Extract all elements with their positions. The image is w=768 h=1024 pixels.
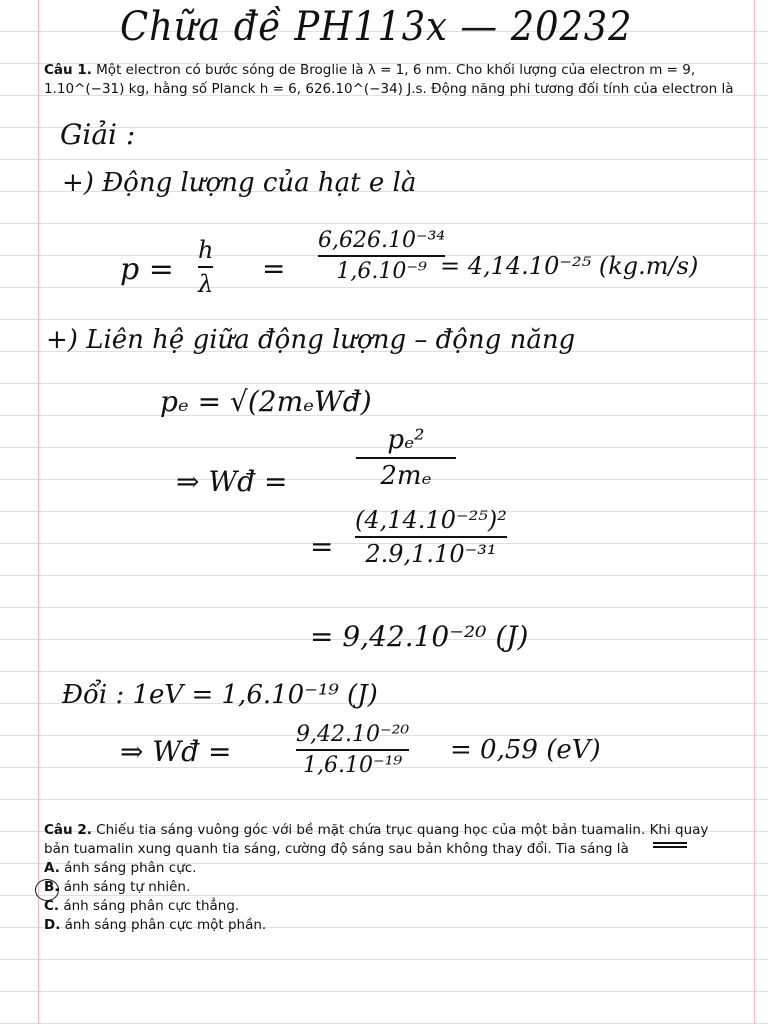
answer-circle-mark <box>35 879 59 901</box>
question-2-text: Chiếu tia sáng vuông góc với bề mặt chứa trục quang học của một bản tuamalin. Khi quay bản tuamalin xung quanh tia sáng, cường độ sáng sau bản không thay đổi. Tia sáng là <box>44 822 709 857</box>
option-b-text: ánh sáng tự nhiên. <box>63 879 191 895</box>
fraction-bar <box>318 255 445 257</box>
energy-lhs: ⇒ Wđ = <box>176 465 288 498</box>
option-d-text: ánh sáng phân cực một phần. <box>64 917 267 933</box>
underline-mark <box>653 846 687 848</box>
fraction-bar <box>355 536 507 538</box>
energy-result: = 9,42.10⁻²⁰ (J) <box>310 620 529 653</box>
option-a <box>44 859 734 878</box>
option-a-text: ánh sáng phân cực. <box>64 860 197 876</box>
momentum-result: = 4,14.10⁻²⁵ (kg.m/s) <box>440 252 699 280</box>
option-c-text: ánh sáng phân cực thẳng. <box>63 898 240 914</box>
momentum-denominator-1: λ <box>198 270 214 298</box>
question-1-label: Câu 1. <box>44 62 92 78</box>
step-1-text: +) Động lượng của hạt e là <box>62 168 417 198</box>
option-d <box>44 916 734 935</box>
option-c <box>44 897 734 916</box>
momentum-fraction-2 <box>318 228 445 284</box>
energy-fraction-2 <box>355 506 507 568</box>
question-1-text: Một electron có bước sóng de Broglie là λ = 1, 6 nm. Cho khối lượng của electron m = 9, 1.10^(−31) kg, hằng số Planck h = 6, 626.10^(−34) J.s. Động năng phi tương đối tính của electron là <box>44 62 734 97</box>
option-d-letter: D. <box>44 917 61 933</box>
option-c-letter: C. <box>44 898 60 914</box>
question-2-label: Câu 2. <box>44 822 92 838</box>
momentum-lhs: p = <box>120 252 174 287</box>
page-margin-right <box>754 0 755 1024</box>
momentum-denominator-2: 1,6.10⁻⁹ <box>336 259 427 284</box>
equals-sign: = <box>262 252 286 285</box>
momentum-fraction-1 <box>198 236 213 298</box>
solution-heading: Giải : <box>60 118 136 151</box>
underline-mark <box>653 842 687 844</box>
question-1 <box>44 61 734 99</box>
final-lhs: ⇒ Wđ = <box>120 735 232 768</box>
option-a-letter: A. <box>44 860 60 876</box>
final-denominator: 1,6.10⁻¹⁹ <box>303 753 403 778</box>
energy-numerator-1: pₑ² <box>387 425 425 455</box>
momentum-numerator-1: h <box>198 236 214 264</box>
energy-numerator-2: (4,14.10⁻²⁵)² <box>355 506 507 534</box>
momentum-numerator-2: 6,626.10⁻³⁴ <box>318 228 446 253</box>
question-2 <box>44 821 734 935</box>
option-b <box>44 878 734 897</box>
fraction-bar <box>198 266 213 268</box>
final-result: = 0,59 (eV) <box>450 735 601 765</box>
energy-denominator-2: 2.9,1.10⁻³¹ <box>365 540 497 568</box>
momentum-energy-formula: pₑ = √(2mₑWđ) <box>160 385 372 418</box>
page-margin-left <box>38 0 39 1024</box>
fraction-bar <box>296 749 409 751</box>
unit-conversion: Đổi : 1eV = 1,6.10⁻¹⁹ (J) <box>62 680 378 710</box>
final-numerator: 9,42.10⁻²⁰ <box>296 722 410 747</box>
final-fraction <box>296 722 409 778</box>
option-b-letter: B. <box>44 879 60 895</box>
handwritten-title: Chữa đề PH113x — 20232 <box>120 4 633 50</box>
energy-denominator-1: 2mₑ <box>380 461 432 491</box>
fraction-bar <box>356 457 456 459</box>
equals-sign: = <box>310 530 334 563</box>
step-2-text: +) Liên hệ giữa động lượng – động năng <box>46 325 576 355</box>
energy-fraction-1 <box>356 425 456 491</box>
